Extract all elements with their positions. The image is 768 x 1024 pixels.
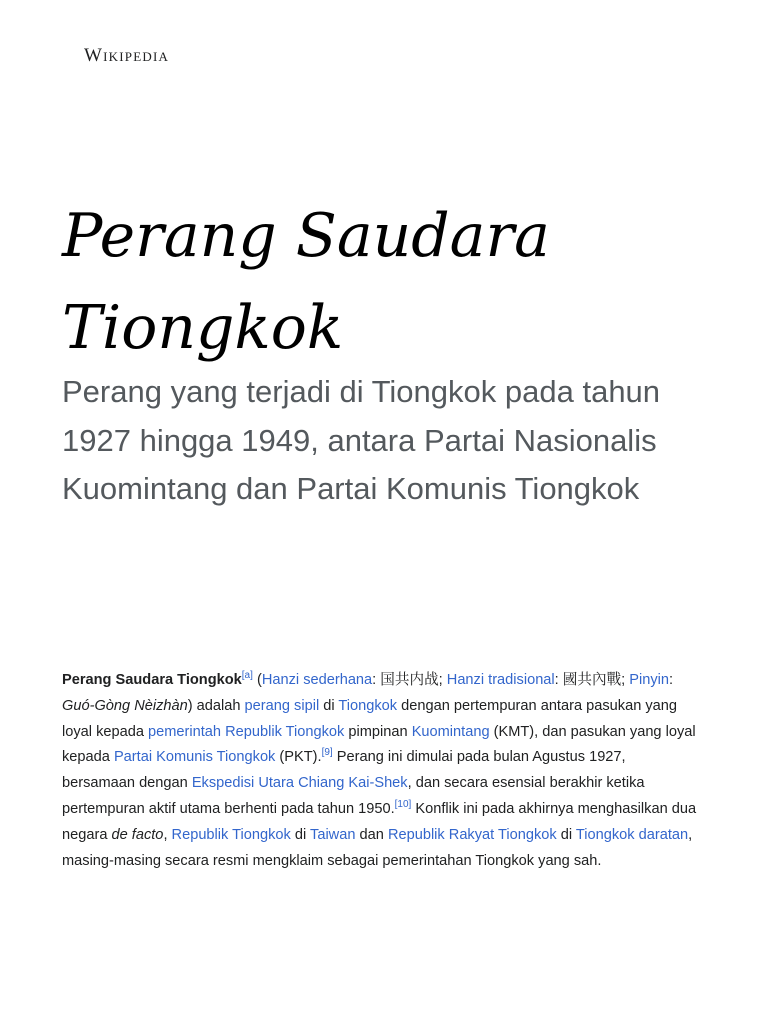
de-facto-term: de facto [111, 826, 164, 843]
link-ekspedisi-utara[interactable]: Ekspedisi Utara Chiang Kai-Shek [191, 775, 408, 792]
lead-text: : 國共內戰; [554, 672, 630, 688]
lead-text: di [319, 697, 339, 714]
lead-text: pimpinan [344, 723, 412, 740]
link-taiwan[interactable]: Taiwan [310, 826, 356, 843]
lead-text: di [556, 826, 576, 843]
link-republik-tiongkok[interactable]: Republik Tiongkok [171, 826, 291, 843]
lead-text: dengan pertempuran antara pasukan yang loyal kepada [62, 697, 678, 740]
lead-text: ( [252, 672, 262, 688]
link-kuomintang[interactable]: Kuomintang [411, 723, 490, 740]
link-tiongkok-daratan[interactable]: Tiongkok daratan [575, 826, 689, 843]
lead-text: dan [355, 826, 388, 843]
link-pinyin[interactable]: Pinyin [629, 672, 670, 688]
lead-text: (KMT), dan pasukan yang loyal kepada [62, 723, 696, 766]
link-republik-rakyat-tiongkok[interactable]: Republik Rakyat Tiongkok [387, 826, 557, 843]
pinyin-romanization: Guó-Gòng Nèizhàn [62, 697, 188, 714]
lead-text: , masing-masing secara resmi mengklaim sebagai pemerintahan Tiongkok yang sah. [62, 826, 693, 869]
lead-text: , [163, 826, 172, 843]
reference-10-link[interactable]: [10] [394, 799, 412, 811]
lead-text: Konflik ini pada akhirnya menghasilkan dua negara [62, 800, 697, 843]
lead-text: di [290, 826, 311, 843]
reference-9-link[interactable]: [9] [321, 747, 333, 759]
link-hanzi-sederhana[interactable]: Hanzi sederhana [261, 672, 373, 688]
lead-bold-term: Perang Saudara Tiongkok [62, 672, 242, 688]
lead-text: Perang ini dimulai pada bulan Agustus 1927, bersamaan dengan [62, 749, 626, 792]
site-header [84, 44, 169, 70]
lead-paragraph [62, 668, 702, 874]
reference-a-link[interactable]: [a] [241, 670, 253, 682]
page-title: Perang Saudara Tiongkok [62, 201, 550, 363]
lead-text: : 国共内战; [372, 672, 447, 688]
link-perang-sipil[interactable]: perang sipil [244, 697, 320, 714]
page-description: Perang yang terjadi di Tiongkok pada tahun 1927 hingga 1949, antara Partai Nasionalis Kuomintang dan Partai Komunis Tiongkok [62, 374, 661, 506]
link-tiongkok[interactable]: Tiongkok [338, 697, 398, 714]
wikipedia-wordmark-link[interactable] [84, 45, 170, 66]
lead-text: (PKT). [275, 749, 322, 766]
link-pemerintah-republik-tiongkok[interactable]: pemerintah Republik Tiongkok [148, 723, 345, 740]
lead-text: , dan secara esensial berakhir ketika pertempuran aktif utama berhenti pada tahun 1950. [62, 775, 645, 817]
link-partai-komunis-tiongkok[interactable]: Partai Komunis Tiongkok [113, 749, 276, 766]
lead-text: : [669, 672, 674, 688]
wikipedia-wordmark: Wikipedia [84, 45, 170, 66]
link-hanzi-tradisional[interactable]: Hanzi tradisional [446, 672, 555, 688]
lead-text: ) adalah [187, 697, 245, 714]
